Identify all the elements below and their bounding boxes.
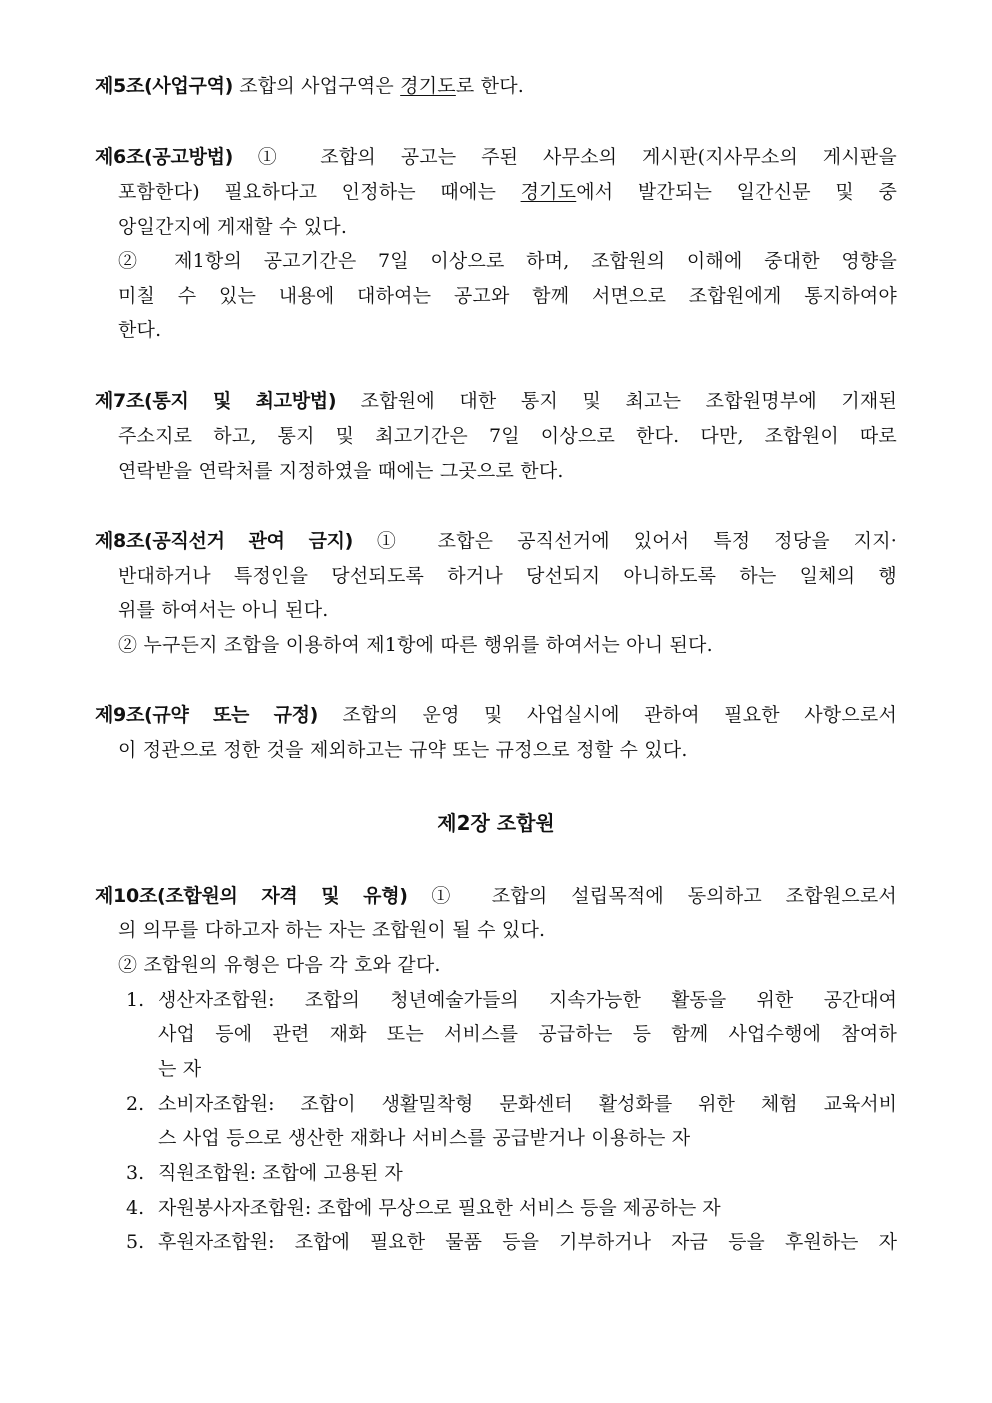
list-item-text: 후원자조합원: 조합에 필요한 물품 등을 기부하거나 자금 등을 후원하는 자 — [158, 1231, 897, 1253]
list-item — [126, 983, 897, 1017]
list-item-text: 자원봉사자조합원: 조합에 무상으로 필요한 서비스 등을 제공하는 자 — [158, 1197, 721, 1219]
article-6-heading: 제6조(공고방법) — [95, 146, 234, 168]
article-10-line-2: 의 의무를 다하고자 하는 자는 조합원이 될 수 있다. — [118, 919, 546, 941]
article-7-heading: 제7조(통지 및 최고방법) — [95, 390, 337, 412]
article-6-line-2 — [118, 175, 897, 209]
article-10-text: ① 조합의 설립목적에 동의하고 조합원으로서 — [407, 885, 897, 907]
list-item-text: 소비자조합원: 조합이 생활밀착형 문화센터 활성화를 위한 체험 교육서비 — [158, 1093, 897, 1115]
article-6-line-2-pre: 포함한다) 필요하다고 인정하는 때에는 — [118, 181, 521, 203]
article-7-line-2: 주소지로 하고, 통지 및 최고기간은 7일 이상으로 한다. 다만, 조합원이 따로 — [118, 425, 897, 447]
list-item-number: 2. — [126, 1093, 145, 1115]
list-item-continuation: 는 자 — [158, 1058, 202, 1080]
list-item-text: 생산자조합원: 조합의 청년예술가들의 지속가능한 활동을 위한 공간대여 — [158, 989, 897, 1011]
list-item-number: 4. — [126, 1197, 145, 1219]
article-10-line-1 — [95, 879, 897, 913]
article-5-text-end: 로 한다. — [455, 75, 524, 97]
list-item-continuation: 스 사업 등으로 생산한 재화나 서비스를 공급받거나 이용하는 자 — [158, 1127, 691, 1149]
list-item — [126, 1087, 897, 1121]
article-8-line-3: 위를 하여서는 아니 된다. — [118, 599, 329, 621]
list-item-text: 직원조합원: 조합에 고용된 자 — [158, 1162, 403, 1184]
article-7-text: 조합원에 대한 통지 및 최고는 조합원명부에 기재된 — [336, 390, 898, 412]
article-5-heading: 제5조(사업구역) — [95, 75, 234, 97]
list-item — [126, 1191, 897, 1225]
list-item — [126, 1156, 897, 1190]
article-6-text: ① 조합의 공고는 주된 사무소의 게시판(지사무소의 게시판을 — [233, 146, 897, 168]
article-9-line-1 — [95, 698, 897, 732]
region-underlined: 경기도 — [400, 75, 456, 97]
article-10-heading: 제10조(조합원의 자격 및 유형) — [95, 885, 408, 907]
article-9-heading: 제9조(규약 또는 규정) — [95, 704, 319, 726]
region-underlined: 경기도 — [520, 181, 577, 203]
article-10-para-2: ② 조합원의 유형은 다음 각 호와 같다. — [118, 954, 441, 976]
article-8-para-2: ② 누구든지 조합을 이용하여 제1항에 따른 행위를 하여서는 아니 된다. — [118, 634, 713, 656]
list-item-number: 5. — [126, 1231, 145, 1253]
article-7-line-1 — [95, 384, 897, 418]
list-item-number: 1. — [126, 989, 145, 1011]
article-5 — [95, 69, 897, 103]
article-6-line-2-post: 에서 발간되는 일간신문 및 중 — [576, 181, 897, 203]
article-9-line-2: 이 정관으로 정한 것을 제외하고는 규약 또는 규정으로 정할 수 있다. — [118, 739, 688, 761]
article-8-heading: 제8조(공직선거 관여 금지) — [95, 530, 354, 552]
chapter-title: 제2장 조합원 — [437, 811, 555, 835]
article-6-line-1 — [95, 140, 897, 174]
article-6-line-3: 앙일간지에 게재할 수 있다. — [118, 216, 348, 238]
article-8-line-1 — [95, 524, 897, 558]
article-6-para-2-line-3: 한다. — [118, 319, 162, 341]
list-item-continuation: 사업 등에 관련 재화 또는 서비스를 공급하는 등 함께 사업수행에 참여하 — [158, 1023, 897, 1045]
article-5-text: 조합의 사업구역은 — [233, 75, 401, 97]
article-8-text: ① 조합은 공직선거에 있어서 특정 정당을 지지· — [353, 530, 898, 552]
article-6-para-2-line-1: ② 제1항의 공고기간은 7일 이상으로 하며, 조합원의 이해에 중대한 영향을 — [118, 250, 897, 272]
list-item — [126, 1225, 897, 1259]
article-6-para-2-line-2: 미칠 수 있는 내용에 대하여는 공고와 함께 서면으로 조합원에게 통지하여야 — [118, 285, 897, 307]
article-9-text: 조합의 운영 및 사업실시에 관하여 필요한 사항으로서 — [318, 704, 897, 726]
article-7-line-3: 연락받을 연락처를 지정하였을 때에는 그곳으로 한다. — [118, 460, 564, 482]
article-8-line-2: 반대하거나 특정인을 당선되도록 하거나 당선되지 아니하도록 하는 일체의 행 — [118, 565, 897, 587]
list-item-number: 3. — [126, 1162, 145, 1184]
